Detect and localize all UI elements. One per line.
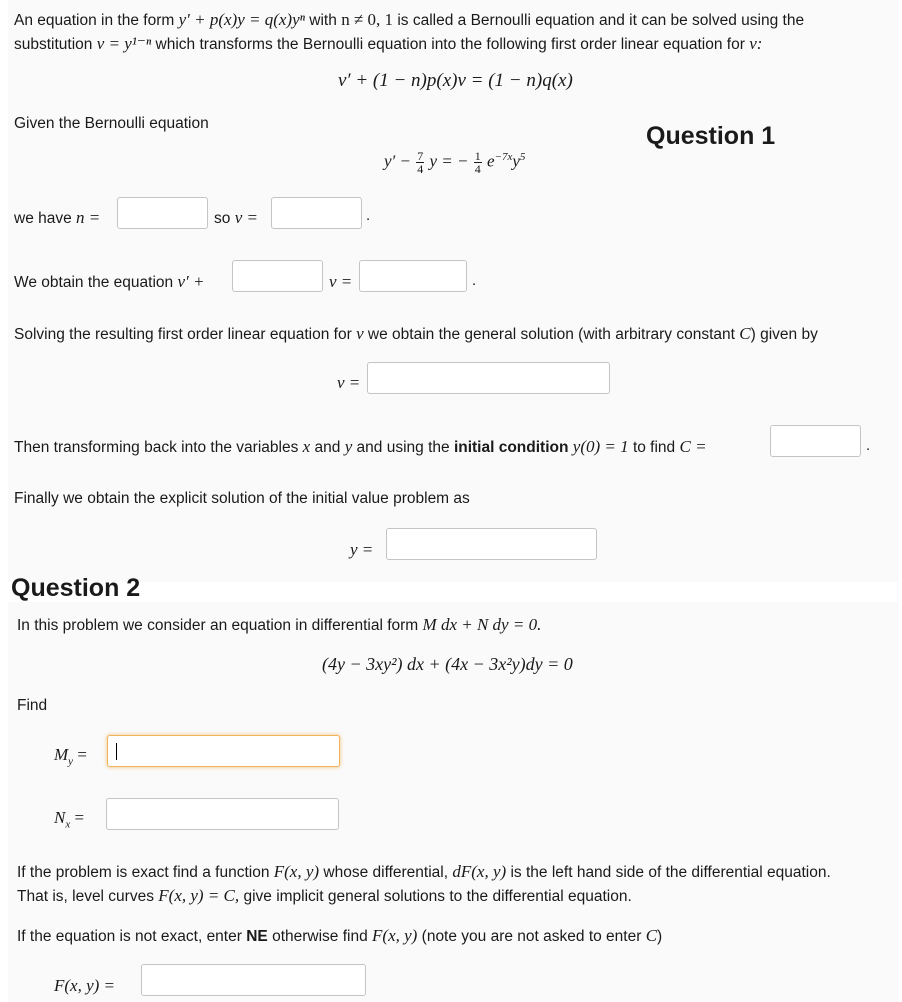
ne-text-part: If the equation is not exact, enter: [17, 928, 242, 945]
subscript-x: x: [65, 818, 71, 831]
period: .: [866, 437, 871, 454]
we-have-label: [14, 208, 100, 228]
q1-intro-text: is called a Bernoulli equation and it can be solved using the: [397, 12, 805, 29]
exact-text-part: That is, level curves: [17, 888, 154, 905]
ne-text-part: otherwise find: [272, 928, 368, 945]
nx-label: [54, 808, 84, 830]
period: .: [366, 207, 371, 224]
initial-condition-bold: initial condition: [453, 439, 569, 456]
obtain-text: We obtain the equation: [14, 274, 174, 291]
v-substitution-input[interactable]: [271, 197, 362, 229]
general-v-label: v =: [337, 373, 361, 392]
constant-c-input[interactable]: [770, 425, 861, 457]
transform-text-part: and: [314, 439, 341, 456]
transform-text-part: and using the: [356, 439, 450, 456]
frac-denominator: 4: [417, 162, 424, 176]
n-condition: n ≠ 0, 1: [341, 10, 394, 29]
transform-text-part: to find: [632, 439, 676, 456]
text-caret: [116, 743, 117, 760]
q1-intro-text: An equation in the form: [14, 12, 175, 29]
differential-equation: (4y − 3xy²) dx + (4x − 3x²y)dy = 0: [322, 654, 573, 674]
variable-v: v:: [749, 34, 763, 53]
q2-intro: [17, 615, 541, 635]
n-input[interactable]: [117, 197, 208, 229]
n-symbol: N: [54, 808, 66, 827]
fraction-one-quarter: [474, 150, 482, 175]
frac-denominator: 4: [474, 162, 481, 176]
c-label: C =: [679, 437, 707, 456]
general-solution-v-input[interactable]: [367, 362, 610, 394]
y-label: y =: [350, 540, 374, 559]
variable-y: y: [344, 437, 353, 456]
transform-text: [14, 437, 707, 457]
my-input[interactable]: [107, 735, 340, 767]
eq-y: y: [512, 151, 520, 171]
question-1-heading: Question 1: [646, 122, 776, 150]
explicit-solution-y-input[interactable]: [386, 528, 597, 560]
n-label: n =: [76, 208, 101, 227]
variable-v: v: [356, 324, 364, 343]
question-2-heading: Question 2: [11, 574, 141, 602]
we-have-text: we have: [14, 210, 72, 227]
obtain-label: [14, 272, 204, 292]
solving-text-part: Solving the resulting first order linear equation for: [14, 326, 352, 343]
q2-intro-text: In this problem we consider an equation in differential form: [17, 617, 419, 634]
fraction-seven-quarters: [416, 150, 424, 175]
eq-term: y = −: [429, 151, 469, 171]
linear-coefficient-input[interactable]: [232, 260, 323, 292]
bernoulli-equation: [384, 150, 525, 175]
differential-df: dF(x, y): [452, 862, 507, 881]
nx-input[interactable]: [106, 798, 339, 830]
linear-equation: v′ + (1 − n)p(x)v = (1 − n)q(x): [338, 70, 573, 91]
transform-text-part: Then transforming back into the variables: [14, 439, 299, 456]
q1-intro-text: which transforms the Bernoulli equation into the following first order linear equation for: [155, 36, 745, 53]
q1-intro-line-2: [14, 34, 762, 54]
substitution-equation: v = y¹⁻ⁿ: [96, 34, 152, 53]
q1-intro-text: with: [309, 12, 337, 29]
function-f: F(x, y): [273, 862, 320, 881]
equals-sign: =: [74, 808, 85, 827]
subscript-y: y: [68, 755, 74, 768]
q1-intro-text: substitution: [14, 36, 93, 53]
so-v-label: [214, 208, 258, 228]
ne-instruction: [17, 926, 662, 946]
eq-term: y′ −: [384, 151, 411, 171]
v-equals-label: v =: [329, 272, 353, 291]
ne-bold: NE: [246, 928, 268, 945]
so-text: so: [214, 210, 231, 227]
find-label: Find: [17, 697, 48, 714]
exact-text-part: whose differential,: [323, 864, 449, 881]
v-label: v =: [234, 208, 258, 227]
constant-c: C: [645, 926, 658, 945]
solving-text-part: ) given by: [750, 326, 818, 343]
ne-text-part: (note you are not asked to enter: [421, 928, 642, 945]
bernoulli-form-equation: y′ + p(x)y = q(x)yⁿ: [178, 10, 305, 29]
function-f: F(x, y): [372, 926, 418, 945]
finally-text: Finally we obtain the explicit solution of the initial value problem as: [14, 490, 470, 507]
exact-text-part: If the problem is exact find a function: [17, 864, 270, 881]
solving-text-part: we obtain the general solution (with arbitrary constant: [367, 326, 735, 343]
solving-text: [14, 324, 818, 344]
exact-text-part: give implicit general solutions to the differential equation.: [243, 888, 632, 905]
exact-text-line-2: [17, 886, 632, 906]
y-power: 5: [519, 150, 526, 163]
exp-base: e: [487, 151, 495, 171]
exact-text-part: is the left hand side of the differential equation.: [510, 864, 831, 881]
differential-form: M dx + N dy = 0.: [422, 615, 542, 634]
constant-c: C: [739, 324, 751, 343]
initial-condition-equation: y(0) = 1: [572, 437, 629, 456]
f-label: F(x, y) =: [54, 976, 116, 995]
frac-numerator: 1: [474, 149, 481, 163]
exp-power: −7x: [494, 150, 513, 163]
level-curve-equation: F(x, y) = C,: [158, 886, 240, 905]
my-label: [54, 745, 87, 767]
f-input[interactable]: [141, 964, 366, 996]
linear-rhs-input[interactable]: [359, 260, 467, 292]
m-symbol: M: [54, 745, 69, 764]
variable-x: x: [302, 437, 311, 456]
q1-intro-line-1: [14, 10, 804, 30]
ne-text-part: ): [657, 928, 663, 945]
equals-sign: =: [77, 745, 87, 764]
given-label: Given the Bernoulli equation: [14, 115, 209, 132]
vprime-label: v′ +: [177, 272, 205, 291]
frac-numerator: 7: [417, 149, 424, 163]
exact-text-line-1: [17, 862, 831, 882]
period: .: [472, 272, 477, 289]
